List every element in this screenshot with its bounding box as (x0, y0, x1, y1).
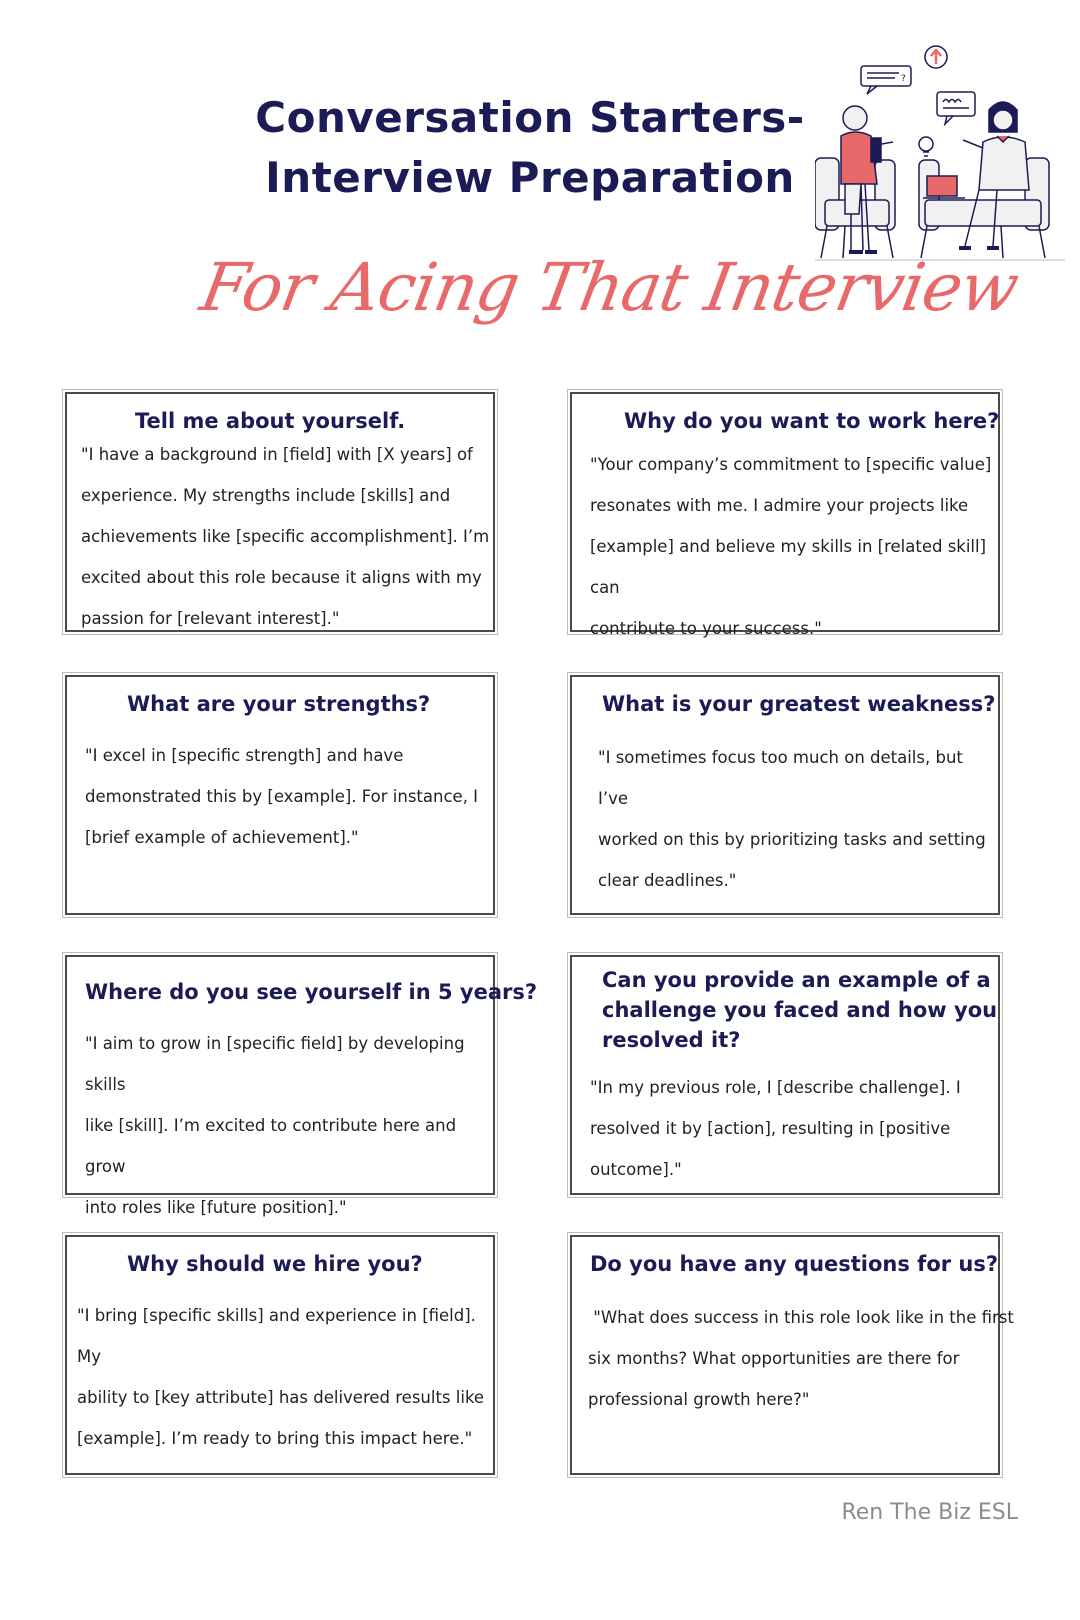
question-card-strengths (65, 675, 495, 915)
answer-line: six months? What opportunities are there for (588, 1349, 960, 1368)
card-question: Do you have any questions for us? (590, 1252, 999, 1276)
answer-line: outcome]." (590, 1160, 682, 1179)
footer-brand: Ren The Biz ESL (841, 1500, 1018, 1525)
answer-line: "In my previous role, I [describe challenge]. I (590, 1078, 961, 1097)
answer-line: "I sometimes focus too much on details, but I’ve (598, 748, 963, 808)
answer-line: "I have a background in [field] with [X years] of (81, 445, 473, 464)
card-answer (77, 1295, 493, 1459)
answer-line: experience. My strengths include [skills] and (81, 486, 451, 505)
answer-line: resolved it by [action], resulting in [positive (590, 1119, 951, 1138)
answer-line: achievements like [specific accomplishment]. I’m (81, 527, 490, 546)
card-question: Tell me about yourself. (135, 409, 406, 433)
answer-line: "What does success in this role look like in the first (588, 1308, 1014, 1327)
lightbulb-icon (919, 137, 933, 156)
answer-line: [brief example of achievement]." (85, 828, 359, 847)
card-question: What is your greatest weakness? (602, 692, 996, 716)
question-card-greatest-weakness (570, 675, 1000, 915)
card-question: What are your strengths? (127, 692, 431, 716)
answer-line: ability to [key attribute] has delivered results like (77, 1388, 485, 1407)
question-card-why-work-here (570, 392, 1000, 638)
page-title-line-1: Conversation Starters- (255, 93, 805, 142)
answer-line: "I excel in [specific strength] and have (85, 746, 404, 765)
card-question: Why should we hire you? (127, 1252, 423, 1276)
question-card-five-years (65, 955, 538, 1217)
answer-line: like [skill]. I’m excited to contribute here and grow (85, 1116, 457, 1176)
question-card-why-hire-you (65, 1235, 495, 1475)
page-title (230, 88, 830, 208)
question-card-tell-me-about-yourself (65, 392, 495, 632)
svg-text:?: ? (901, 74, 906, 84)
question-line: resolved it? (602, 1028, 741, 1052)
speech-bubble-icon (861, 66, 975, 124)
card-answer (85, 1023, 493, 1228)
answer-line: contribute to your success." (590, 619, 822, 638)
answer-line: "Your company’s commitment to [specific value] (590, 455, 992, 474)
answer-line: professional growth here?" (588, 1390, 810, 1409)
laptop-icon (923, 176, 965, 198)
answer-line: worked on this by prioritizing tasks and setting (598, 830, 986, 849)
card-answer (590, 1067, 961, 1190)
question-card-challenge-example (570, 955, 1000, 1195)
card-answer (81, 434, 489, 639)
card-question: Why do you want to work here? (624, 409, 1000, 433)
answer-line: [example] and believe my skills in [related skill] can (590, 537, 987, 597)
question-card-questions-for-us (570, 1235, 1014, 1475)
answer-line: demonstrated this by [example]. For instance, I (85, 787, 479, 806)
script-tagline: For Acing That Interview (195, 249, 1024, 326)
interview-conversation-illustration (815, 40, 1075, 270)
answer-line: passion for [relevant interest]." (81, 609, 340, 628)
answer-line: into roles like [future position]." (85, 1198, 347, 1217)
card-answer (590, 444, 998, 649)
card-answer (588, 1297, 1014, 1420)
card-answer (85, 735, 478, 858)
card-question (602, 965, 997, 1055)
card-question: Where do you see yourself in 5 years? (85, 980, 538, 1004)
answer-line: excited about this role because it aligns with my (81, 568, 482, 587)
question-line: Can you provide an example of a (602, 968, 991, 992)
answer-line: clear deadlines." (598, 871, 737, 890)
answer-line: "I aim to grow in [specific field] by developing skills (85, 1034, 465, 1094)
page-title-line-2: Interview Preparation (265, 153, 795, 202)
answer-line: [example]. I’m ready to bring this impact here." (77, 1429, 473, 1448)
card-answer (598, 737, 998, 901)
upload-arrow-icon (925, 46, 947, 68)
question-line: challenge you faced and how you (602, 998, 998, 1022)
answer-line: resonates with me. I admire your projects like (590, 496, 969, 515)
answer-line: "I bring [specific skills] and experience in [field]. My (77, 1306, 476, 1366)
